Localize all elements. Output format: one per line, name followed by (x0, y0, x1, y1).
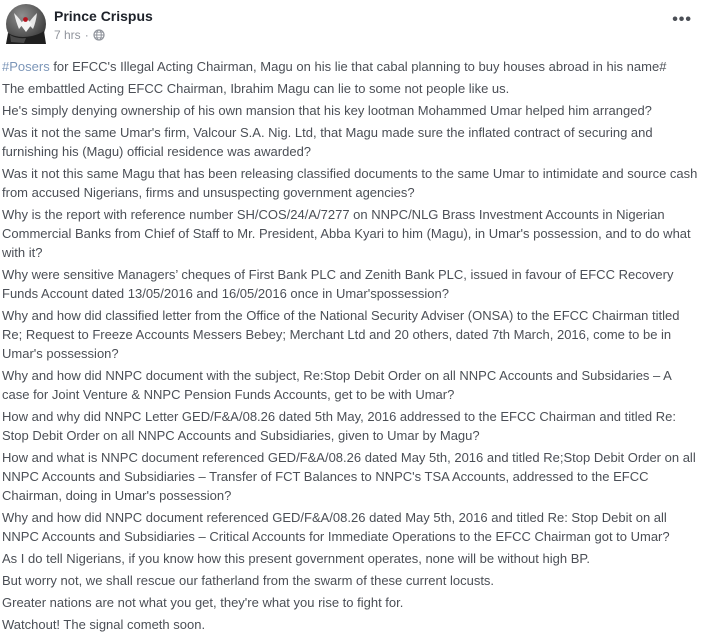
post-paragraph (2, 57, 700, 76)
post-paragraph: Why and how did classified letter from the Office of the National Security Adviser (ONSA) to the EFCC Chairman titled Re; Request to Freeze Accounts Messers Bebey; Merchant Ltd and 20 others, dated 7th March, 2016, come to be in Umar's possession? (2, 308, 680, 361)
post-paragraph: Why were sensitive Managers’ cheques of First Bank PLC and Zenith Bank PLC, issued in favour of EFCC Recovery Funds Account dated 13/05/2016 and 16/05/2016 once in Umar'spossession? (2, 267, 674, 301)
post-header (0, 0, 710, 44)
post-paragraph: Watchout! The signal cometh soon. (2, 617, 206, 632)
author-name-link[interactable]: Prince Crispus (54, 8, 153, 24)
paragraph-text: for EFCC's Illegal Acting Chairman, Magu on his lie that cabal planning to buy houses abroad in his name# (49, 59, 667, 74)
post-body (0, 44, 710, 634)
post-paragraph: The embattled Acting EFCC Chairman, Ibrahim Magu can lie to some not people like us. (2, 81, 510, 96)
post-paragraph: Why and how did NNPC document referenced GED/F&A/08.26 dated May 5th, 2016 and titled Re: Stop Debit on all NNPC Accounts and Subsidiaries – Critical Accounts for Immediate Operations to the EFCC Chairman got to Umar? (2, 510, 670, 544)
ellipsis-icon: ••• (672, 11, 692, 28)
post-paragraph: How and why did NNPC Letter GED/F&A/08.26 dated 5th May, 2016 addressed to the EFCC Chairman and titled Re: Stop Debit Order on all NNPC Accounts and Subsidiaries, given to Umar by Magu? (2, 409, 676, 443)
profile-avatar[interactable] (6, 4, 46, 44)
post-paragraph: Why and how did NNPC document with the subject, Re:Stop Debit Order on all NNPC Accounts and Subsidaries – A case for Joint Venture & NNPC Pension Funds Accounts, get to be with Umar? (2, 368, 672, 402)
post-paragraph: Greater nations are not what you get, they're what you rise to fight for. (2, 595, 404, 610)
post-paragraph: As I do tell Nigerians, if you know how this present government operates, none will be without high BP. (2, 551, 590, 566)
post-paragraph: Was it not the same Umar's firm, Valcour S.A. Nig. Ltd, that Magu made sure the inflated contract of securing and furnishing his (Magu) official residence was awarded? (2, 125, 653, 159)
post-paragraph: How and what is NNPC document referenced GED/F&A/08.26 dated May 5th, 2016 and titled Re;Stop Debit Order on all NNPC Accounts and Subsidiaries – Transfer of FCT Balances to NNPC's TSA Accounts, addressed to the EFCC Chairman, doing in Umar's possession? (2, 450, 696, 503)
post-paragraph: He's simply denying ownership of his own mansion that his key lootman Mohammed Umar helped him arranged? (2, 103, 652, 118)
post-paragraph: But worry not, we shall rescue our fatherland from the swarm of these current locusts. (2, 573, 495, 588)
post-paragraph: Why is the report with reference number SH/COS/24/A/7277 on NNPC/NLG Brass Investment Accounts in Nigerian Commercial Banks from Chief of Staff to Mr. President, Abba Kyari to him (Magu), in Umar's possession, and to do what with it? (2, 207, 691, 260)
post-subline (54, 28, 153, 42)
middot-separator: · (84, 28, 89, 42)
globe-public-icon (93, 29, 105, 41)
post-paragraph: Was it not this same Magu that has been releasing classified documents to the same Umar to intimidate and source cash from accused Nigerians, firms and unsuspecting government agencies? (2, 166, 698, 200)
post-options-button[interactable] (668, 12, 696, 28)
post-timestamp-link[interactable]: 7 hrs (54, 28, 81, 42)
post-header-meta (54, 4, 153, 42)
avatar-image-icon (6, 4, 46, 44)
hashtag-link[interactable]: #Posers (2, 59, 50, 74)
